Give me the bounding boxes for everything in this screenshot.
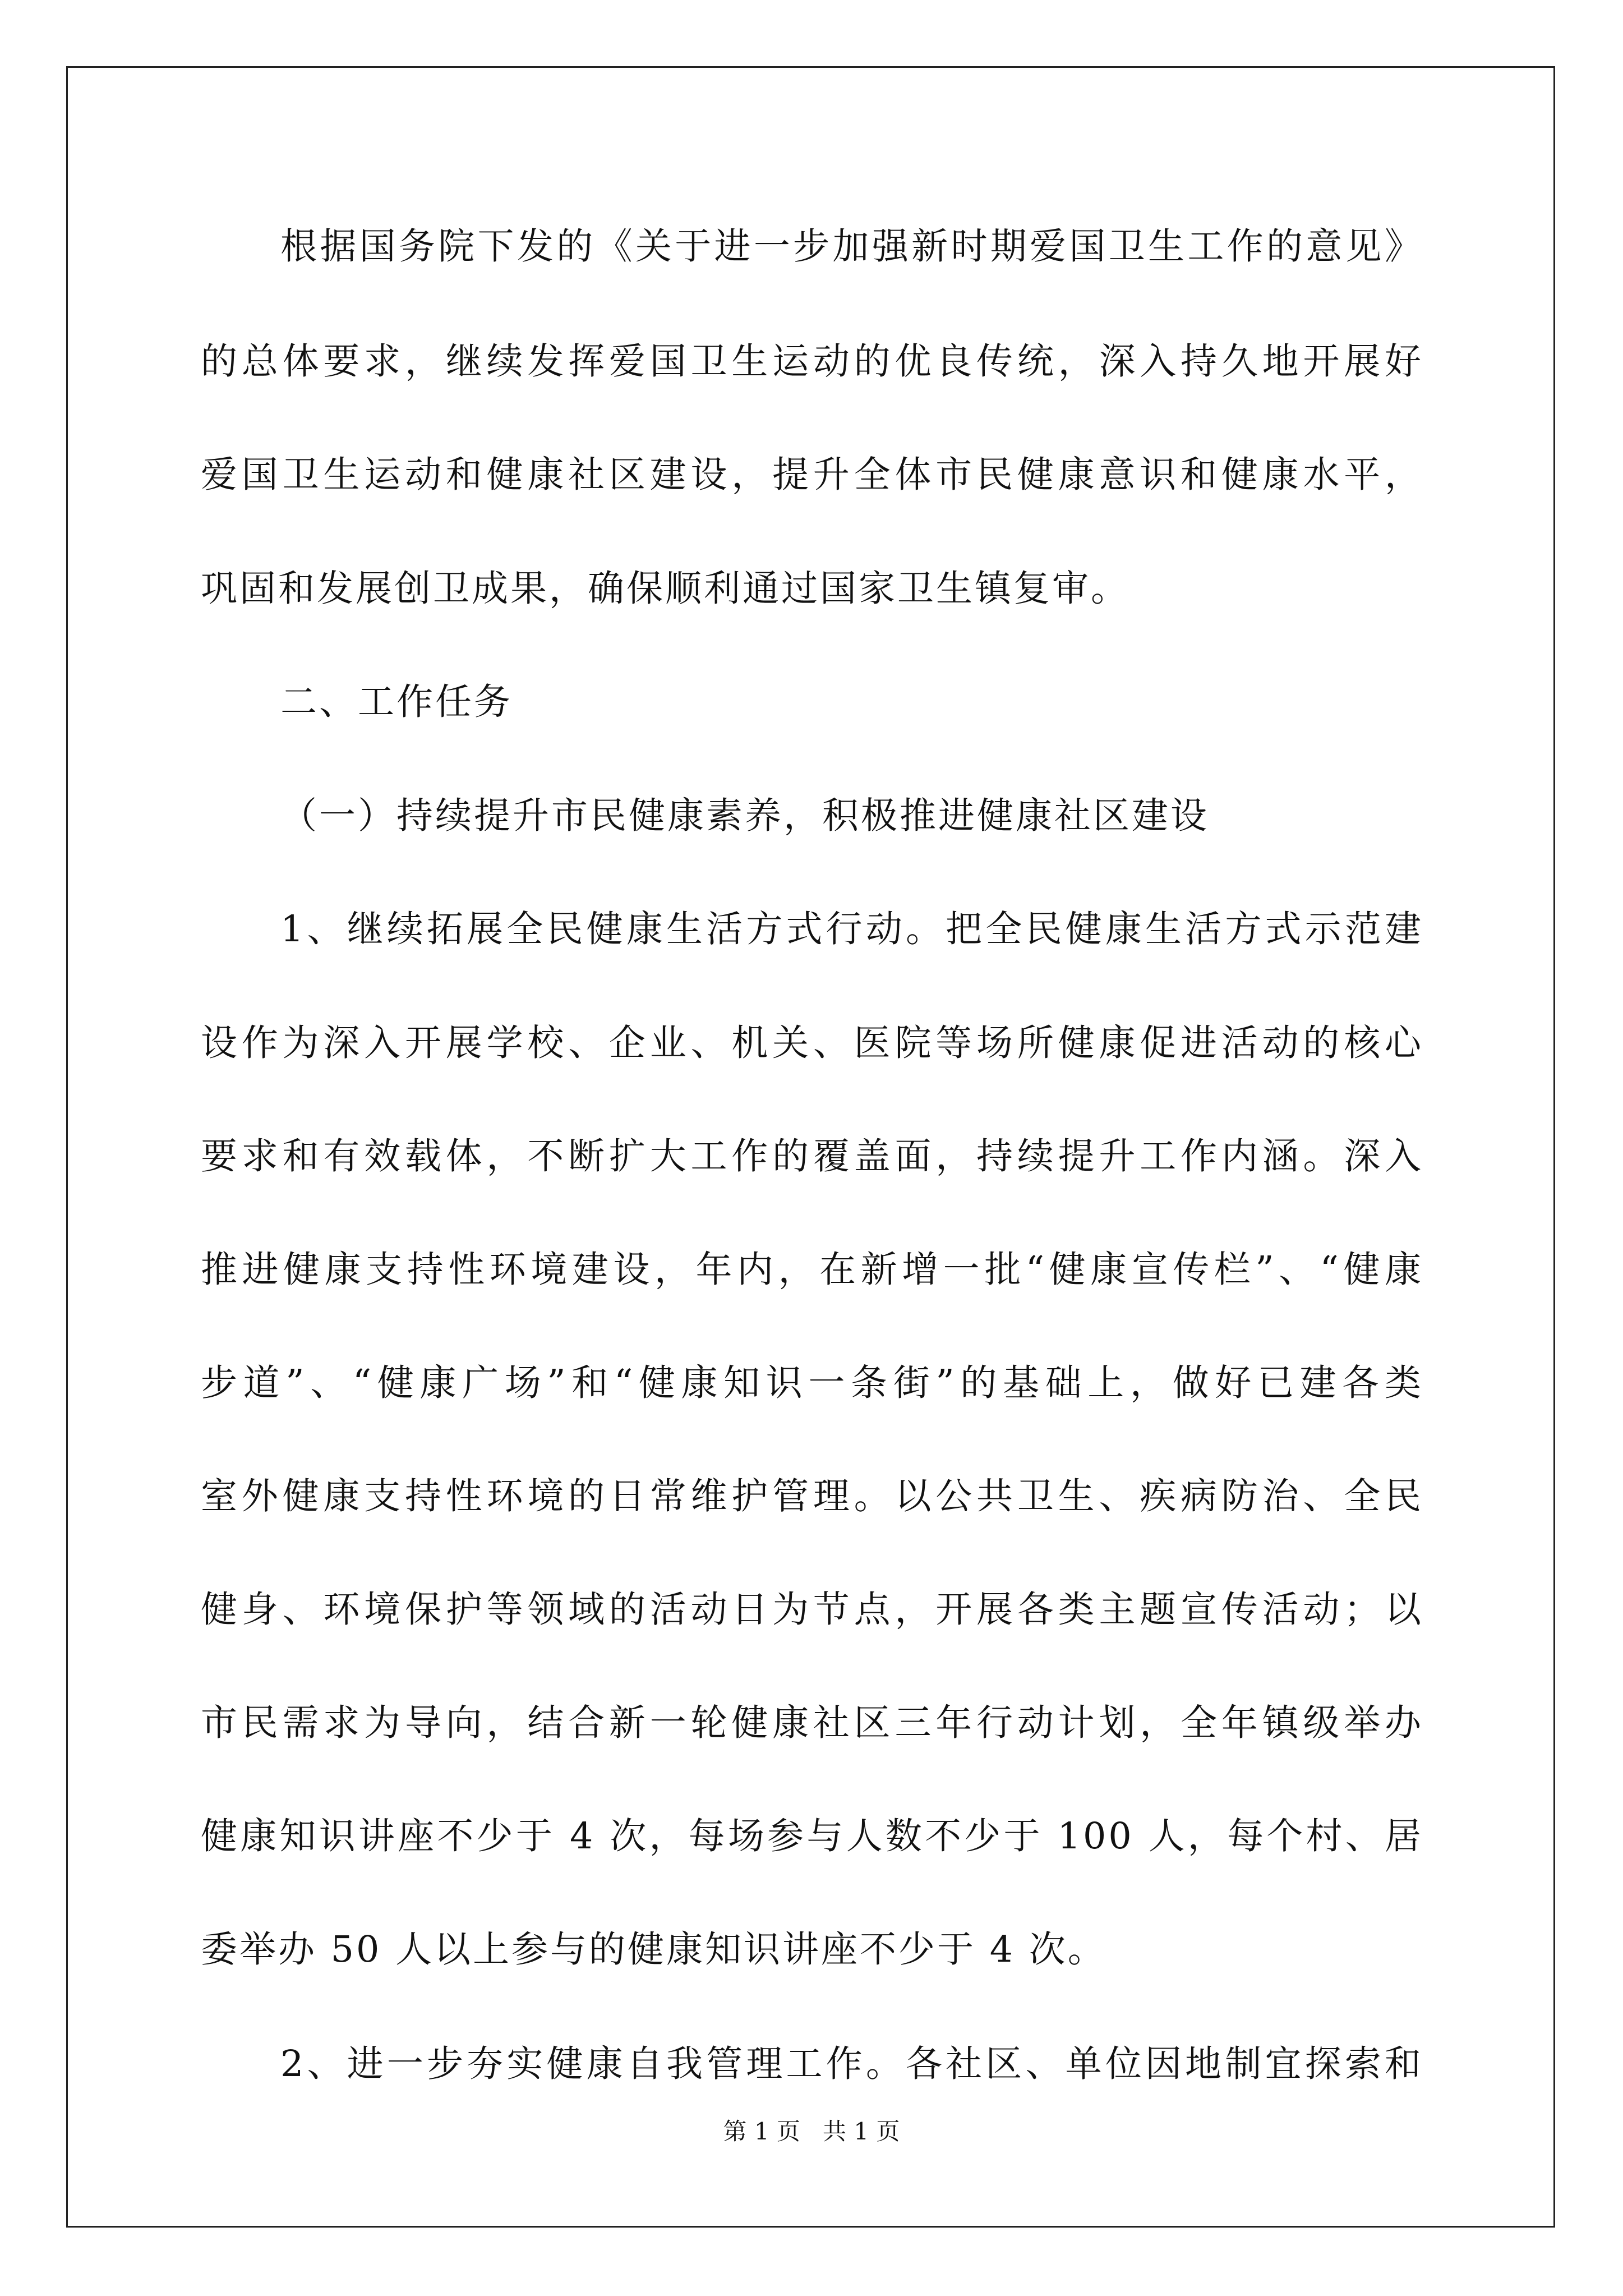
paragraph-1-line-2: 的总体要求，继续发挥爱国卫生运动的优良传统，深入持久地开展好 (201, 341, 1423, 383)
item-1-line-6: 室外健康支持性环境的日常维护管理。以公共卫生、疾病防治、全民 (201, 1475, 1423, 1517)
item-1-line-7: 健身、环境保护等领域的活动日为节点，开展各类主题宣传活动；以 (201, 1589, 1423, 1631)
item-1-line-2: 设作为深入开展学校、企业、机关、医院等场所健康促进活动的核心 (201, 1022, 1423, 1064)
paragraph-1-line-4: 巩固和发展创卫成果，确保顺利通过国家卫生镇复审。 (201, 568, 1130, 610)
item-2-line-1: 2、进一步夯实健康自我管理工作。各社区、单位因地制宜探索和 (280, 2043, 1423, 2085)
item-1-line-8: 市民需求为导向，结合新一轮健康社区三年行动计划，全年镇级举办 (201, 1702, 1423, 1744)
item-1-line-5: 步道”、“健康广场”和“健康知识一条街”的基础上，做好已建各类 (201, 1362, 1423, 1404)
section-heading: 二、工作任务 (280, 681, 513, 723)
page-total: 共 1 页 (823, 2118, 900, 2145)
page-number: 第 1 页 (723, 2118, 800, 2145)
item-1-line-4: 推进健康支持性环境建设，年内，在新增一批“健康宣传栏”、“健康 (201, 1249, 1423, 1291)
item-1-line-9: 健康知识讲座不少于 4 次，每场参与人数不少于 100 人，每个村、居 (201, 1815, 1423, 1857)
page-footer (0, 2118, 1623, 2146)
paragraph-1-line-1: 根据国务院下发的《关于进一步加强新时期爱国卫生工作的意见》 (280, 226, 1423, 268)
paragraph-1-line-3: 爱国卫生运动和健康社区建设，提升全体市民健康意识和健康水平， (201, 454, 1423, 496)
item-1-line-3: 要求和有效载体，不断扩大工作的覆盖面，持续提升工作内涵。深入 (201, 1135, 1423, 1177)
subsection-heading: （一）持续提升市民健康素养，积极推进健康社区建设 (280, 795, 1210, 837)
item-1-line-10: 委举办 50 人以上参与的健康知识讲座不少于 4 次。 (201, 1929, 1106, 1971)
item-1-line-1: 1、继续拓展全民健康生活方式行动。把全民健康生活方式示范建 (280, 908, 1423, 950)
